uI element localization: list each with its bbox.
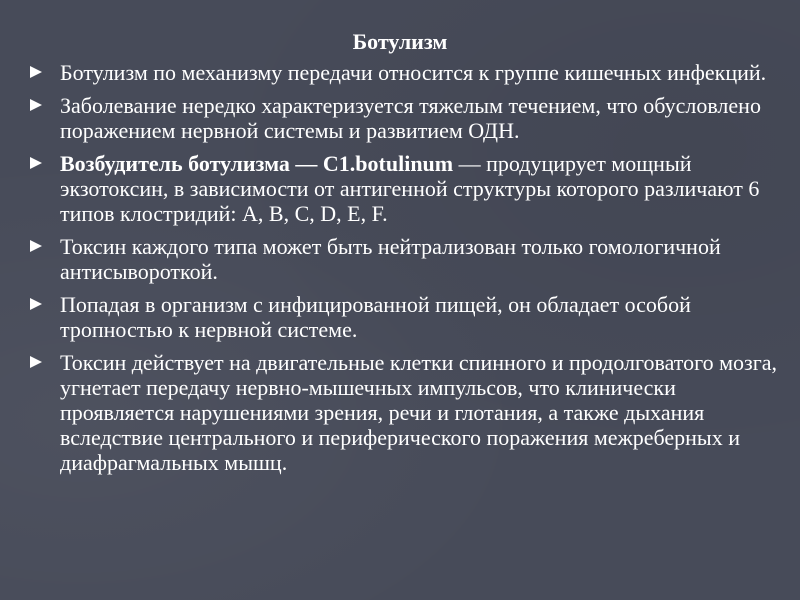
triangle-bullet-icon bbox=[30, 66, 42, 78]
triangle-bullet-icon bbox=[30, 298, 42, 310]
bullet-item bbox=[30, 234, 780, 284]
bullet-text: Ботулизм по механизму передачи относится к группе кишечных инфекций. bbox=[60, 60, 767, 85]
bullet-text: Токсин каждого типа может быть нейтрализован только гомологичной антисывороткой. bbox=[60, 234, 721, 284]
bullet-text: Заболевание нередко характеризуется тяжелым течением, что обусловлено поражением нервной системы и развитием ОДН. bbox=[60, 93, 761, 143]
triangle-bullet-icon bbox=[30, 99, 42, 111]
bullet-item bbox=[30, 93, 780, 143]
bullet-item bbox=[30, 350, 780, 475]
triangle-bullet-icon bbox=[30, 157, 42, 169]
bullet-text: Токсин действует на двигательные клетки спинного и продолговатого мозга, угнетает передачу нервно-мышечных импульсов, что клинически проявляется нарушениями зрения, речи и глотания, а также дыхания вследствие центрального и периферического поражения межреберных и диафрагмальных мышц. bbox=[60, 350, 777, 475]
bullet-item bbox=[30, 60, 780, 85]
bullet-item bbox=[30, 151, 780, 226]
bullet-text: Попадая в организм с инфицированной пищей, он обладает особой тропностью к нервной системе. bbox=[60, 292, 691, 342]
triangle-bullet-icon bbox=[30, 240, 42, 252]
bullet-item bbox=[30, 292, 780, 342]
triangle-bullet-icon bbox=[30, 356, 42, 368]
bullet-text: — продуцирует мощный экзотоксин, в зависимости от антигенной структуры которого различают 6 типов клостридий: A, B, C, D, E, F. bbox=[60, 151, 760, 226]
bullet-bold-text: Возбудитель ботулизма — C1.botulinum bbox=[60, 151, 454, 176]
slide-title: Ботулизм bbox=[352, 29, 448, 54]
bullet-list bbox=[30, 60, 780, 483]
